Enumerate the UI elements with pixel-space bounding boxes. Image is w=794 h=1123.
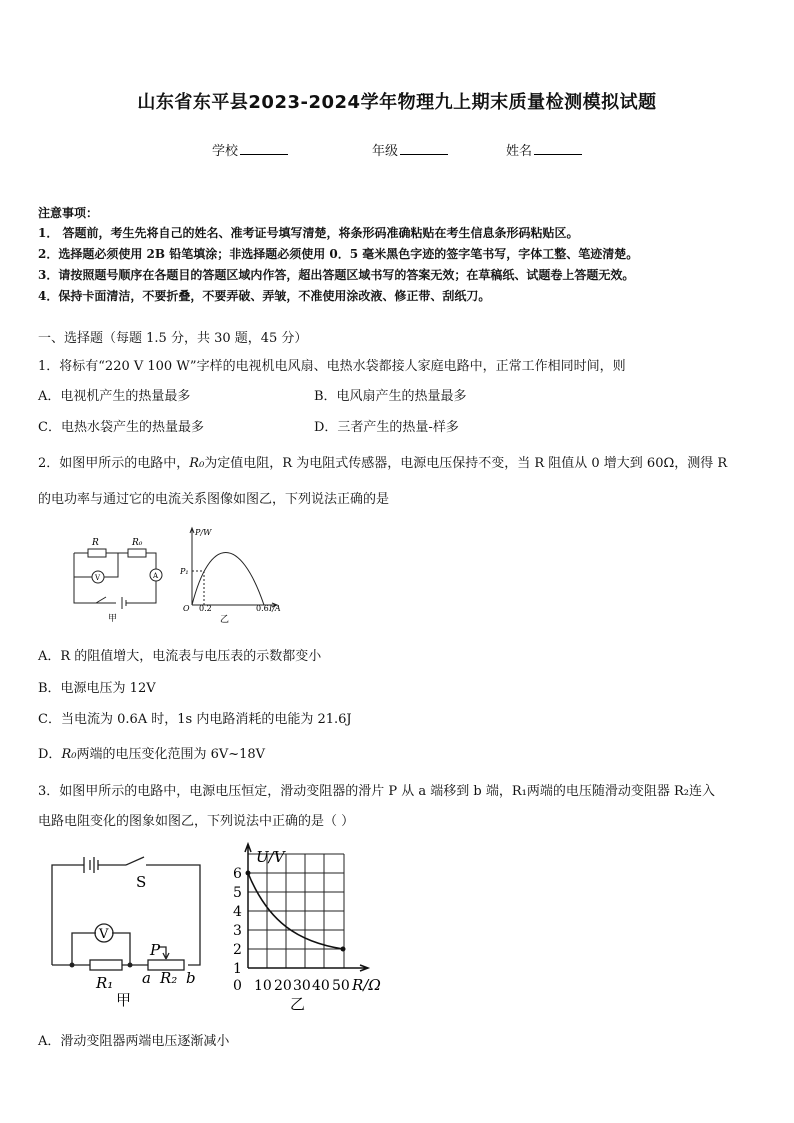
y-axis-label: P/W — [195, 528, 212, 537]
q1-option-a: A．电视机产生的热量最多 — [38, 389, 191, 404]
q2-option-b: B．电源电压为 12V — [38, 681, 156, 696]
q3-voltage-resistance-graph — [228, 842, 394, 1014]
x-tick: 50 — [332, 978, 350, 994]
name-label: 姓名 — [506, 144, 533, 159]
q2-stem-line1: 2．如图甲所示的电路中，R₀为定值电阻，R 为电阻式传感器，电源电压保持不变，当 R 阻值从 0 增大到 60Ω，测得 R — [38, 456, 728, 471]
q2-stem-line2: 的电功率与通过它的电流关系图像如图乙，下列说法正确的是 — [38, 492, 390, 507]
x-tick-0.2: 0.2 — [199, 604, 212, 613]
grade-label: 年级 — [372, 144, 399, 159]
name-field — [506, 140, 582, 159]
grade-field — [372, 140, 448, 159]
name-blank — [534, 142, 582, 155]
q2-circuit-diagram — [66, 525, 178, 627]
x-tick: 10 — [254, 978, 272, 994]
end-b-label: b — [186, 969, 196, 987]
y-tick: 2 — [233, 942, 242, 958]
q3-circuit-diagram — [40, 845, 210, 1010]
q1-option-d: D．三者产生的热量-样多 — [314, 420, 459, 435]
r0-symbol: R₀ — [189, 456, 205, 471]
q2-power-current-graph — [180, 525, 290, 627]
q3-stem-line1: 3．如图甲所示的电路中，电源电压恒定，滑动变阻器的滑片 P 从 a 端移到 b 端，R₁两端的电压随滑动变阻器 R₂连入 — [38, 784, 716, 799]
slider-p-label: P — [150, 941, 161, 959]
y-tick: 5 — [233, 885, 242, 901]
q2-option-a: A．R 的阻值增大，电流表与电压表的示数都变小 — [38, 649, 322, 664]
q1-option-b: B．电风扇产生的热量最多 — [314, 389, 467, 404]
grade-blank — [400, 142, 448, 155]
r1-label: R₁ — [96, 974, 114, 992]
voltmeter-label: V — [95, 574, 101, 582]
y-tick: 4 — [233, 904, 242, 920]
end-a-label: a — [142, 969, 151, 987]
x-axis-label: R/Ω — [352, 976, 381, 994]
q2-option-c: C．当电流为 0.6A 时，1s 内电路消耗的电能为 21.6J — [38, 712, 352, 727]
notice-item: 4．保持卡面清洁，不要折叠，不要弄破、弄皱，不准使用涂改液、修正带、刮纸刀。 — [38, 289, 491, 303]
fig-yi-label: 乙 — [290, 995, 306, 1013]
origin-label: 0 — [233, 978, 242, 994]
q3-stem-line2: 电路电阻变化的图象如图乙，下列说法中正确的是（ ） — [38, 814, 355, 829]
x-tick: 40 — [312, 978, 330, 994]
origin-label: O — [183, 604, 190, 613]
q3-option-a: A．滑动变阻器两端电压逐渐减小 — [38, 1034, 230, 1049]
q1-stem: 1．将标有“220 V 100 W”字样的电视机电风扇、电热水袋都接人家庭电路中，正常工作相同时间，则 — [38, 359, 626, 374]
ammeter-label: A — [153, 572, 159, 580]
x-tick: 30 — [293, 978, 311, 994]
switch-label: S — [136, 873, 147, 891]
r2-label: R₂ — [160, 969, 178, 987]
r0-label: R₀ — [132, 538, 143, 548]
fig-jia-label: 甲 — [116, 991, 132, 1009]
y-tick: 3 — [233, 923, 242, 939]
school-blank — [240, 142, 288, 155]
x-tick-0.6: 0.6 — [256, 604, 269, 613]
page-title: 山东省东平县2023-2024学年物理九上期末质量检测模拟试题 — [137, 92, 657, 113]
x-axis-unit: I/A — [269, 604, 281, 613]
voltmeter-label: V — [99, 927, 109, 942]
notice-item: 3．请按照题号顺序在各题目的答题区域内作答，超出答题区域书写的答案无效；在草稿纸、试题卷上答题无效。 — [38, 268, 635, 282]
x-tick: 20 — [274, 978, 292, 994]
y-tick: 6 — [233, 866, 242, 882]
school-field — [212, 140, 288, 159]
q1-option-c: C．电热水袋产生的热量最多 — [38, 420, 204, 435]
y-axis-label: U/V — [256, 848, 285, 866]
y-tick: 1 — [233, 961, 242, 977]
fig-jia-label: 甲 — [108, 614, 118, 624]
q2-option-d: D．R₀两端的电压变化范围为 6V~18V — [38, 747, 266, 762]
r-label: R — [92, 538, 99, 548]
notice-item: 1． 答题前，考生先将自己的姓名、准考证号填写清楚，将条形码准确粘贴在考生信息条形码粘贴区。 — [38, 226, 579, 240]
school-label: 学校 — [212, 144, 239, 159]
notice-item: 2．选择题必须使用 2B 铅笔填涂；非选择题必须使用 0．5 毫米黑色字迹的签字笔书写，字体工整、笔迹清楚。 — [38, 247, 639, 261]
notice-heading: 注意事项： — [38, 206, 99, 220]
p1-label: P₁ — [180, 567, 189, 576]
fig-yi-label: 乙 — [220, 615, 230, 625]
section-heading: 一、选择题（每题 1.5 分，共 30 题，45 分） — [38, 331, 308, 346]
